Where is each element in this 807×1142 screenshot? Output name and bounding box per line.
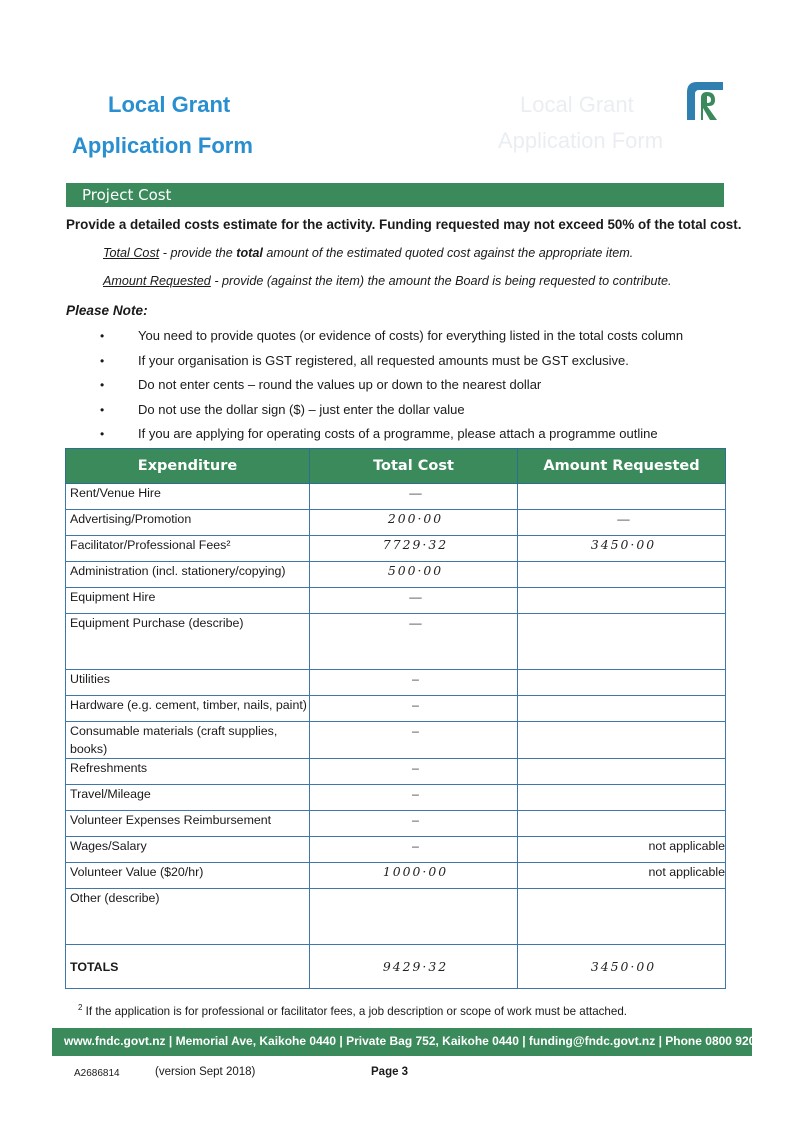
- table-row: [66, 837, 726, 863]
- total-cost-cell[interactable]: 7729·32: [310, 536, 518, 562]
- footer-contact-text: www.fndc.govt.nz | Memorial Ave, Kaikohe 0440 | Private Bag 752, Kaikohe 0440 | funding@fndc.govt.nz | Phone 0800 920 029: [64, 1034, 779, 1048]
- table-row: [66, 670, 726, 696]
- table-row: [66, 863, 726, 889]
- definition-amount-requested: [103, 274, 671, 288]
- amount-requested-cell[interactable]: —: [518, 510, 726, 536]
- version-label: (version Sept 2018): [155, 1066, 256, 1078]
- amount-requested-cell[interactable]: [518, 759, 726, 785]
- expenditure-item: Administration (incl. stationery/copying): [66, 562, 310, 588]
- table-row: [66, 536, 726, 562]
- total-cost-cell[interactable]: —: [310, 588, 518, 614]
- table-row: [66, 510, 726, 536]
- table-row: [66, 889, 726, 945]
- bleed-through-text: Application Form: [498, 128, 664, 153]
- table-row: [66, 484, 726, 510]
- total-cost-cell[interactable]: –: [310, 722, 518, 759]
- table-row: [66, 696, 726, 722]
- section-heading-bar: [66, 183, 724, 207]
- table-row: [66, 614, 726, 670]
- definition-text: amount of the estimated quoted cost against the appropriate item.: [262, 246, 634, 260]
- expenditure-item: Volunteer Expenses Reimbursement: [66, 811, 310, 837]
- expenditure-item: Wages/Salary: [66, 837, 310, 863]
- list-item: • You need to provide quotes (or evidence of costs) for everything listed in the total costs column: [100, 328, 683, 353]
- total-cost-cell[interactable]: —: [310, 484, 518, 510]
- totals-amount-requested[interactable]: 3450·00: [518, 945, 726, 989]
- expenditure-item: Facilitator/Professional Fees²: [66, 536, 310, 562]
- list-item: • Do not enter cents – round the values up or down to the nearest dollar: [100, 377, 683, 402]
- bleed-through-text: Local Grant: [520, 92, 634, 117]
- total-cost-cell[interactable]: –: [310, 759, 518, 785]
- column-header-amount-requested: Amount Requested: [518, 449, 726, 484]
- expenditure-item: Travel/Mileage: [66, 785, 310, 811]
- total-cost-cell[interactable]: 500·00: [310, 562, 518, 588]
- totals-total-cost[interactable]: 9429·32: [310, 945, 518, 989]
- list-item: • Do not use the dollar sign ($) – just enter the dollar value: [100, 402, 683, 427]
- expenditure-item: Consumable materials (craft supplies, books): [66, 722, 310, 759]
- expenditure-item: Equipment Hire: [66, 588, 310, 614]
- total-cost-cell[interactable]: [310, 889, 518, 945]
- amount-requested-cell[interactable]: [518, 588, 726, 614]
- amount-requested-cell[interactable]: [518, 484, 726, 510]
- table-row: [66, 722, 726, 759]
- amount-requested-cell[interactable]: [518, 889, 726, 945]
- cost-table: [65, 448, 726, 989]
- expenditure-item: Utilities: [66, 670, 310, 696]
- table-row: [66, 811, 726, 837]
- amount-requested-cell[interactable]: [518, 614, 726, 670]
- definition-total-cost: [103, 246, 633, 260]
- form-title-line1: Local Grant: [108, 92, 231, 117]
- column-header-total-cost: Total Cost: [310, 449, 518, 484]
- intro-text: Provide a detailed costs estimate for the activity. Funding requested may not exceed 50% of the total cost.: [66, 217, 742, 232]
- expenditure-item: Volunteer Value ($20/hr): [66, 863, 310, 889]
- form-title-line2: Application Form: [72, 133, 253, 158]
- totals-row: [66, 945, 726, 989]
- footnote-text: If the application is for professional or facilitator fees, a job description or scope of work must be attached.: [82, 1004, 627, 1018]
- total-cost-cell[interactable]: 200·00: [310, 510, 518, 536]
- total-cost-cell[interactable]: –: [310, 837, 518, 863]
- council-logo-icon: [683, 76, 723, 120]
- term-amount-requested: Amount Requested: [103, 274, 211, 288]
- amount-requested-cell[interactable]: [518, 562, 726, 588]
- totals-label: TOTALS: [66, 945, 310, 989]
- notes-list: [100, 328, 683, 451]
- please-note-heading: Please Note:: [66, 303, 148, 318]
- table-row: [66, 785, 726, 811]
- amount-requested-cell[interactable]: [518, 722, 726, 759]
- amount-requested-cell: not applicable: [518, 863, 726, 889]
- total-cost-cell[interactable]: –: [310, 811, 518, 837]
- table-row: [66, 588, 726, 614]
- document-reference: A2686814: [74, 1068, 120, 1079]
- amount-requested-cell[interactable]: [518, 811, 726, 837]
- total-cost-cell[interactable]: —: [310, 614, 518, 670]
- total-cost-cell[interactable]: –: [310, 696, 518, 722]
- table-row: [66, 759, 726, 785]
- amount-requested-cell[interactable]: [518, 696, 726, 722]
- list-item: • If your organisation is GST registered, all requested amounts must be GST exclusive.: [100, 353, 683, 378]
- definition-text: - provide the: [159, 246, 237, 260]
- expenditure-item: Rent/Venue Hire: [66, 484, 310, 510]
- definition-emphasis: total: [236, 246, 263, 260]
- total-cost-cell[interactable]: 1000·00: [310, 863, 518, 889]
- amount-requested-cell[interactable]: 3450·00: [518, 536, 726, 562]
- definition-text: - provide (against the item) the amount the Board is being requested to contribute.: [210, 274, 672, 288]
- amount-requested-cell: not applicable: [518, 837, 726, 863]
- footer-contact-bar: [52, 1028, 779, 1056]
- total-cost-cell[interactable]: –: [310, 670, 518, 696]
- table-row: [66, 562, 726, 588]
- expenditure-item: Advertising/Promotion: [66, 510, 310, 536]
- section-heading: Project Cost: [82, 186, 172, 204]
- expenditure-item: Equipment Purchase (describe): [66, 614, 310, 670]
- table-header-row: [66, 449, 726, 484]
- list-item: • If you are applying for operating costs of a programme, please attach a programme outline: [100, 426, 683, 451]
- expenditure-item: Hardware (e.g. cement, timber, nails, paint): [66, 696, 310, 722]
- amount-requested-cell[interactable]: [518, 785, 726, 811]
- total-cost-cell[interactable]: –: [310, 785, 518, 811]
- footnote-marker: 2: [78, 1003, 83, 1012]
- footnote: [78, 1003, 627, 1018]
- column-header-expenditure: Expenditure: [66, 449, 310, 484]
- expenditure-item: Other (describe): [66, 889, 310, 945]
- expenditure-item: Refreshments: [66, 759, 310, 785]
- page-number: Page 3: [371, 1066, 409, 1078]
- term-total-cost: Total Cost: [103, 246, 160, 260]
- amount-requested-cell[interactable]: [518, 670, 726, 696]
